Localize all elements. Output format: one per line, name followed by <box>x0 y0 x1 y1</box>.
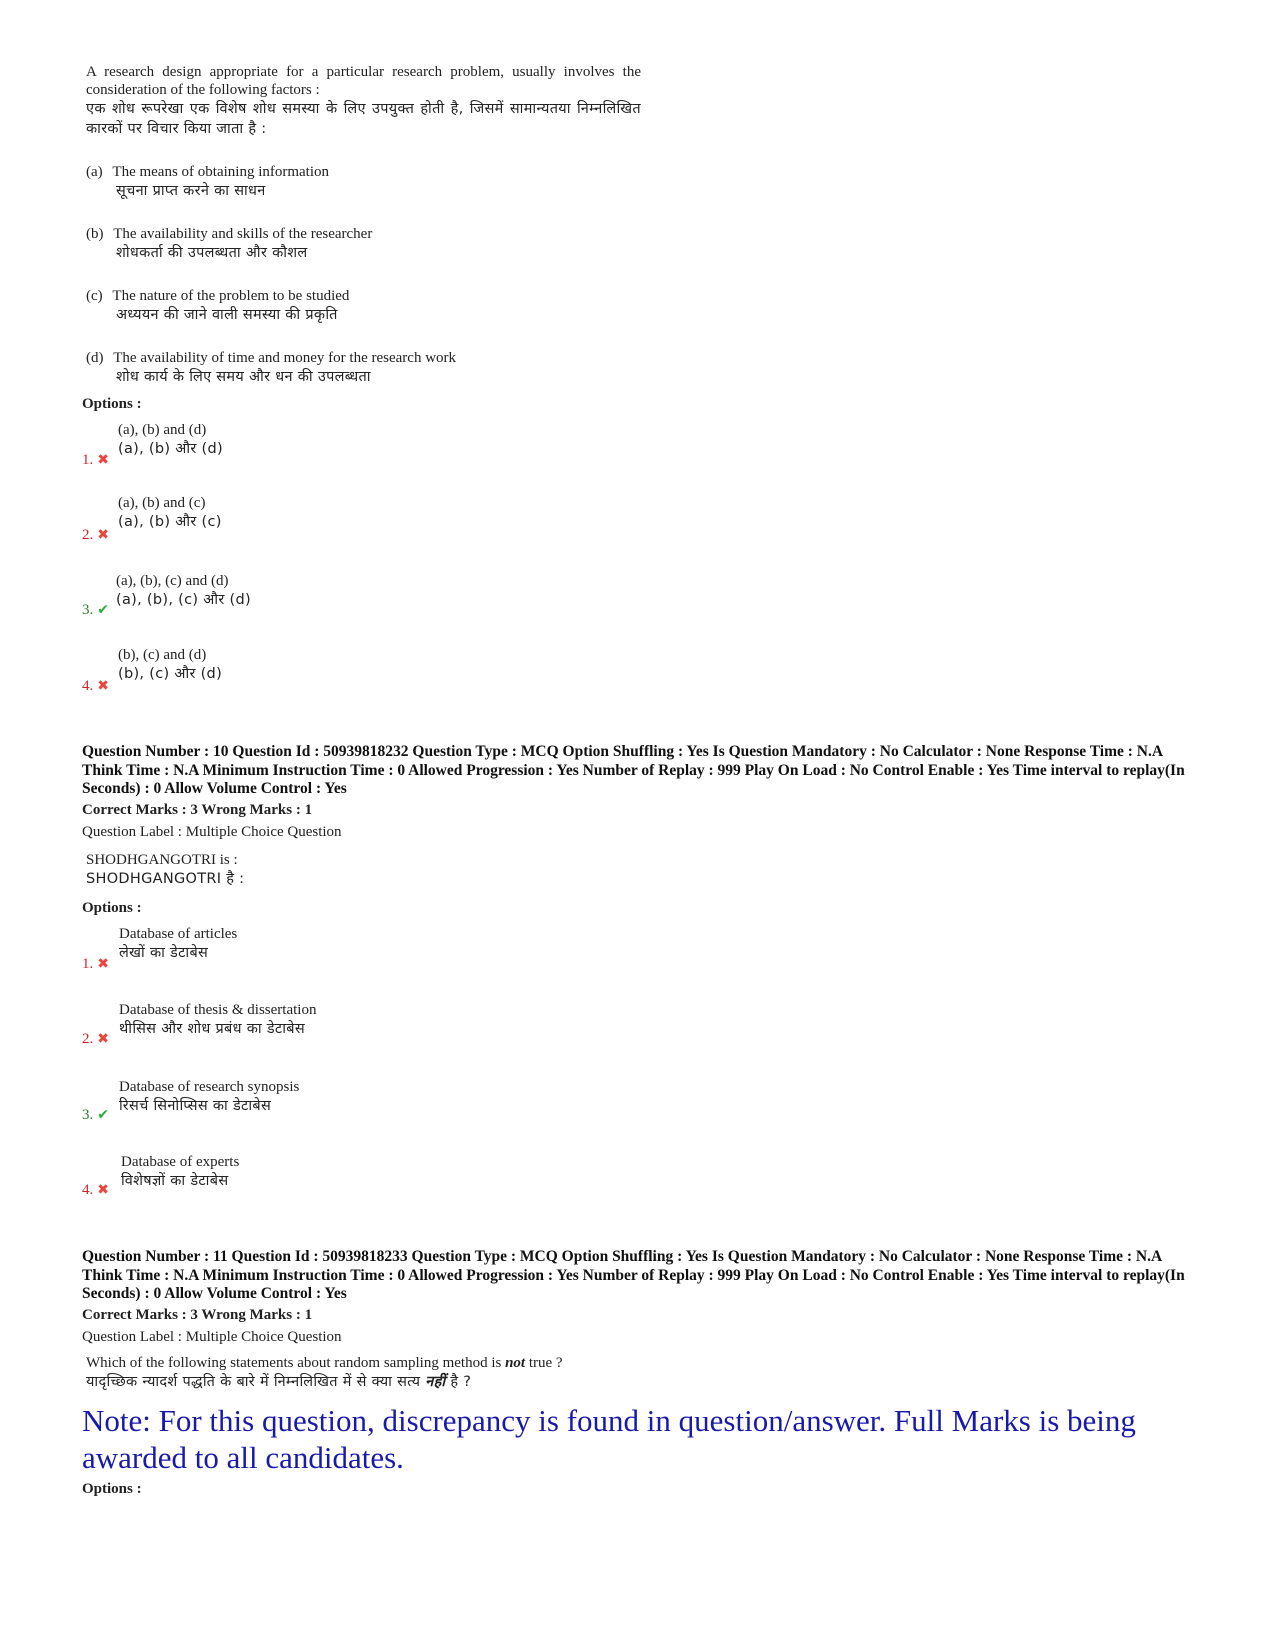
q9-option-1-marker <box>82 451 109 469</box>
q10-option-1-text <box>119 925 237 963</box>
option-english: Database of articles <box>119 926 238 942</box>
option-number: 1. <box>82 956 94 972</box>
q9-option-3-text <box>116 572 251 610</box>
option-hindi: विशेषज्ञों का डेटाबेस <box>121 1173 229 1189</box>
option-hindi: (a), (b) और (c) <box>118 514 222 530</box>
q10-label: Question Label : Multiple Choice Question <box>82 824 342 840</box>
option-english: (a), (b), (c) and (d) <box>116 573 229 589</box>
q11-stem <box>86 1354 563 1392</box>
q9-stem-hindi: एक शोध रूपरेखा एक विशेष शोध समस्या के लिए उपयुक्त होती है, जिसमें सामान्यतया निम्नलिखित कारकों पर विचार किया जाता है : <box>86 101 641 137</box>
q10-option-1-marker <box>82 955 109 973</box>
option-number: 1. <box>82 452 94 468</box>
option-english: (a), (b) and (c) <box>118 495 206 511</box>
q10-option-3-marker <box>82 1106 109 1124</box>
cross-mark-icon: ✖ <box>97 956 109 972</box>
q9-stem-english: A research design appropriate for a particular research problem, usually involves the consideration of the following factors : <box>86 64 641 98</box>
option-number: 4. <box>82 1182 94 1198</box>
q9-item-english: The availability of time and money for the research work <box>113 350 457 366</box>
q9-option-4-text <box>118 646 222 684</box>
cross-mark-icon: ✖ <box>97 527 109 543</box>
q9-item-a <box>86 163 329 201</box>
q9-item-c <box>86 287 349 325</box>
option-number: 2. <box>82 527 94 543</box>
cross-mark-icon: ✖ <box>97 452 109 468</box>
q9-item-hindi: शोधकर्ता की उपलब्धता और कौशल <box>116 245 308 261</box>
option-hindi: (a), (b) और (d) <box>118 441 223 457</box>
stem-text: है ? <box>445 1374 472 1390</box>
q10-option-2-text <box>119 1001 316 1039</box>
q9-item-label: (d) <box>86 350 104 366</box>
q9-option-3-marker <box>82 601 109 619</box>
q10-options-label: Options : <box>82 900 142 916</box>
option-english: Database of experts <box>121 1154 240 1170</box>
stem-emphasis: नहीं <box>425 1374 446 1390</box>
q9-option-2-marker <box>82 526 109 544</box>
q10-meta: Question Number : 10 Question Id : 50939818232 Question Type : MCQ Option Shuffling : Yes Is Question Mandatory : No Calculator : None Response Time : N.A Think Time : N.A Minimum Instruction Time : 0 Allowed Progression : Yes Number of Replay : 999 Play On Load : No Control Enable : Yes Time interval to replay(In Seconds) : 0 Allow Volume Control : Yes <box>82 743 1185 797</box>
q10-marks: Correct Marks : 3 Wrong Marks : 1 <box>82 802 313 818</box>
q9-item-d <box>86 349 456 387</box>
q10-option-4-text <box>121 1153 239 1191</box>
q11-marks: Correct Marks : 3 Wrong Marks : 1 <box>82 1307 313 1323</box>
q9-item-hindi: सूचना प्राप्त करने का साधन <box>116 183 266 199</box>
option-english: Database of research synopsis <box>119 1079 300 1095</box>
q10-option-2-marker <box>82 1030 109 1048</box>
q10-stem-english: SHODHGANGOTRI is : <box>86 852 238 868</box>
option-number: 2. <box>82 1031 94 1047</box>
q9-item-hindi: अध्ययन की जाने वाली समस्या की प्रकृति <box>116 307 338 323</box>
check-mark-icon: ✔ <box>97 602 109 618</box>
q9-stem <box>86 63 641 139</box>
stem-text: यादृच्छिक न्यादर्श पद्धति के बारे में निम्नलिखित में से क्या सत्य <box>86 1374 426 1390</box>
option-hindi: (a), (b), (c) और (d) <box>116 592 251 608</box>
option-english: (a), (b) and (d) <box>118 422 207 438</box>
q9-item-english: The nature of the problem to be studied <box>112 288 350 304</box>
option-number: 4. <box>82 678 94 694</box>
option-hindi: (b), (c) और (d) <box>118 666 223 682</box>
option-number: 3. <box>82 602 94 618</box>
option-english: Database of thesis & dissertation <box>119 1002 317 1018</box>
cross-mark-icon: ✖ <box>97 678 109 694</box>
q10-option-4-marker <box>82 1181 109 1199</box>
q9-item-label: (a) <box>86 164 103 180</box>
q10-stem <box>86 851 244 889</box>
q10-stem-hindi: SHODHGANGOTRI है : <box>86 871 245 887</box>
check-mark-icon: ✔ <box>97 1107 109 1123</box>
q11-options-label: Options : <box>82 1481 142 1497</box>
q11-label: Question Label : Multiple Choice Question <box>82 1329 342 1345</box>
stem-text: Which of the following statements about random sampling method is <box>86 1355 506 1371</box>
stem-emphasis: not <box>505 1355 526 1371</box>
q9-option-1-text <box>118 421 223 459</box>
option-english: (b), (c) and (d) <box>118 647 207 663</box>
q9-option-4-marker <box>82 677 109 695</box>
q9-item-label: (b) <box>86 226 104 242</box>
option-hindi: लेखों का डेटाबेस <box>119 945 209 961</box>
q11-stem-hindi <box>86 1372 563 1392</box>
cross-mark-icon: ✖ <box>97 1031 109 1047</box>
q9-item-label: (c) <box>86 288 103 304</box>
q10-option-3-text <box>119 1078 299 1116</box>
discrepancy-note: Note: For this question, discrepancy is found in question/answer. Full Marks is being awarded to all candidates. <box>82 1403 1136 1475</box>
q9-item-b <box>86 225 372 263</box>
q9-item-hindi: शोध कार्य के लिए समय और धन की उपलब्धता <box>116 369 371 385</box>
cross-mark-icon: ✖ <box>97 1182 109 1198</box>
option-hindi: थीसिस और शोध प्रबंध का डेटाबेस <box>119 1021 305 1037</box>
option-hindi: रिसर्च सिनोप्सिस का डेटाबेस <box>119 1098 272 1114</box>
q11-meta: Question Number : 11 Question Id : 50939818233 Question Type : MCQ Option Shuffling : Yes Is Question Mandatory : No Calculator : None Response Time : N.A Think Time : N.A Minimum Instruction Time : 0 Allowed Progression : Yes Number of Replay : 999 Play On Load : No Control Enable : Yes Time interval to replay(In Seconds) : 0 Allow Volume Control : Yes <box>82 1248 1185 1302</box>
stem-text: true ? <box>525 1355 563 1371</box>
q9-item-english: The means of obtaining information <box>112 164 330 180</box>
q9-options-label: Options : <box>82 396 142 412</box>
q9-option-2-text <box>118 494 222 532</box>
option-number: 3. <box>82 1107 94 1123</box>
q9-item-english: The availability and skills of the researcher <box>113 226 373 242</box>
q11-stem-english <box>86 1354 563 1372</box>
